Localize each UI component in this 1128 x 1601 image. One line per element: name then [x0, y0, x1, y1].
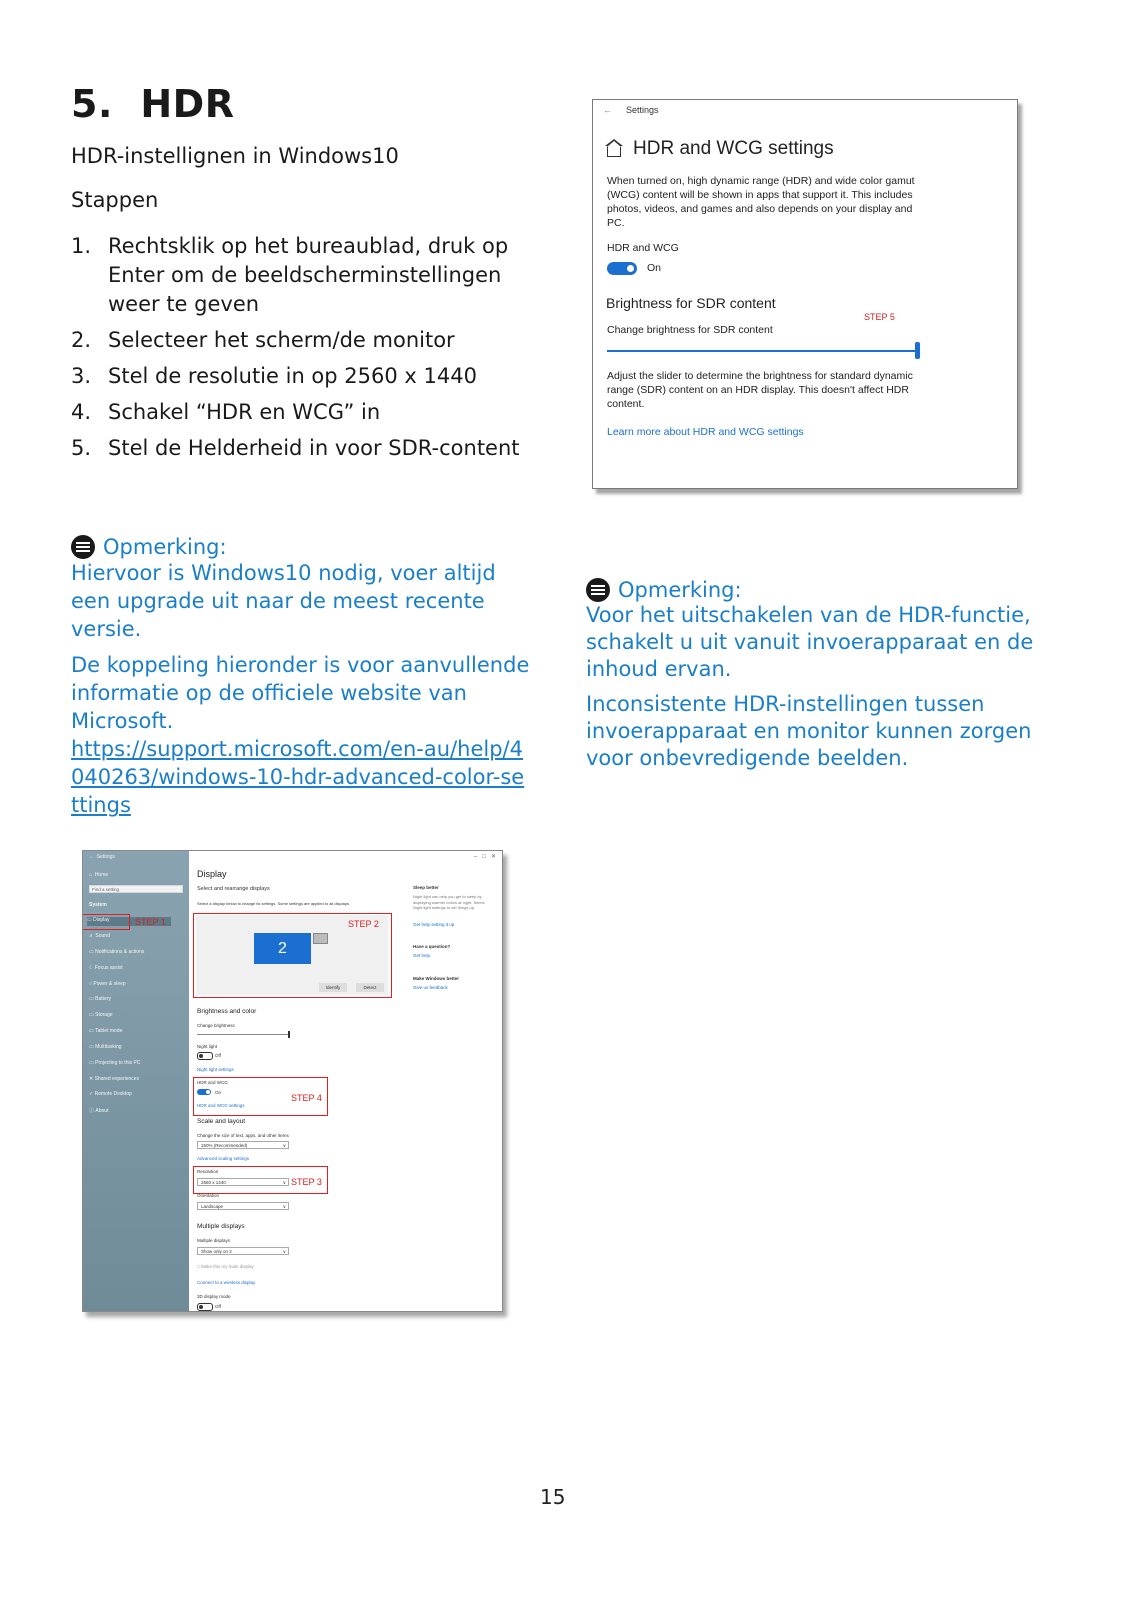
sidebar-item-power[interactable]: ○ Power & sleep — [89, 981, 126, 987]
night-light-label: Night light — [197, 1044, 218, 1049]
monitor-tile-2[interactable]: 2 — [254, 933, 311, 964]
hdr-label: HDR and WCG — [197, 1080, 228, 1085]
sidebar-item-about[interactable]: ⓘ About — [89, 1108, 109, 1114]
arrange-heading: Select and rearrange displays — [197, 886, 270, 892]
display-main-pane — [189, 851, 502, 1311]
section-title — [71, 82, 234, 126]
night-light-settings-link[interactable]: Night light settings — [197, 1067, 234, 1072]
sidebar-group-system: System — [89, 902, 107, 908]
toggle-knob — [627, 265, 634, 272]
step-item — [71, 362, 541, 391]
hdr-toggle-label: HDR and WCG — [607, 242, 679, 254]
sidebar-item-display[interactable]: ▭ Display — [87, 917, 171, 926]
section-number: 5. — [71, 82, 113, 126]
note-paragraph: De koppeling hieronder is voor aanvullende informatie op de officiele website van Microsoft. — [71, 653, 530, 733]
arrange-description: Select a display below to change its settings. Some settings are applied to all displays. — [197, 901, 350, 906]
resolution-dropdown[interactable]: 2560 x 1440 ∨ — [197, 1178, 289, 1186]
3d-mode-label: 3D display mode — [197, 1294, 231, 1299]
sdr-slider-label: Change brightness for SDR content — [607, 324, 773, 336]
step4-label: STEP 4 — [291, 1093, 322, 1103]
step-item — [71, 326, 541, 355]
sidebar-item-tablet[interactable]: ▭ Tablet mode — [89, 1028, 123, 1034]
sleep-better-heading: Sleep better — [413, 885, 439, 890]
steps-list — [71, 232, 541, 470]
sidebar-item-focus[interactable]: ☾ Focus assist — [89, 965, 123, 971]
scale-description: Change the size of text, apps, and other items — [197, 1133, 289, 1138]
orientation-label: Orientation — [197, 1193, 220, 1198]
note-block — [71, 535, 531, 819]
sidebar-item-home[interactable]: ⌂ Home — [89, 872, 109, 878]
window-title: Settings — [626, 105, 659, 115]
subtitle: HDR-instellignen in Windows10 — [71, 144, 399, 168]
step-item — [71, 398, 541, 427]
step-item — [71, 434, 541, 463]
hdr-state: On — [215, 1090, 222, 1095]
question-heading: Have a question? — [413, 944, 451, 949]
identify-button[interactable]: Identify — [319, 983, 347, 992]
step-number: 4. — [71, 400, 92, 424]
multiple-displays-heading: Multiple displays — [197, 1223, 245, 1230]
scale-heading: Scale and layout — [197, 1118, 246, 1125]
multiple-displays-label: Multiple displays — [197, 1238, 231, 1243]
step-text: Stel de resolutie in op 2560 x 1440 — [108, 364, 477, 388]
display-heading: Display — [197, 869, 227, 879]
window-titlebar — [603, 105, 659, 115]
step-text: Schakel “HDR en WCG” in — [108, 400, 381, 424]
note-block — [586, 578, 1036, 780]
step2-label: STEP 2 — [348, 919, 379, 929]
note-paragraph: Inconsistente HDR-instellingen tussen invoerapparaat en monitor kunnen zorgen voor onbevredigende beelden. — [586, 692, 1032, 770]
window-controls[interactable]: – □ ✕ — [474, 854, 496, 860]
sidebar-item-storage[interactable]: ▭ Storage — [89, 1012, 113, 1018]
hdr-toggle[interactable] — [607, 262, 637, 275]
3d-mode-state: Off — [215, 1304, 221, 1309]
sidebar-item-shared[interactable]: ✕ Shared experiences — [89, 1076, 140, 1082]
sdr-brightness-heading: Brightness for SDR content — [606, 295, 776, 311]
step-item — [71, 232, 541, 319]
orientation-dropdown[interactable]: Landscape ∨ — [197, 1202, 289, 1210]
sidebar-item-remote[interactable]: ✓ Remote Desktop — [89, 1091, 132, 1097]
step-number: 2. — [71, 328, 92, 352]
step1-highlight — [82, 914, 130, 930]
feedback-link[interactable]: Give us feedback — [413, 985, 448, 990]
sidebar-title: ← Settings — [89, 854, 115, 860]
main-display-checkbox[interactable]: □ Make this my main display — [197, 1264, 254, 1269]
step-number: 3. — [71, 364, 92, 388]
sidebar-item-multitasking[interactable]: ▭ Multitasking — [89, 1044, 122, 1050]
steps-heading: Stappen — [71, 188, 159, 212]
step-number: 1. — [71, 234, 92, 258]
microsoft-support-link[interactable]: https://support.microsoft.com/en-au/help/4040263/windows-10-hdr-advanced-color-settings — [71, 737, 525, 817]
section-heading: HDR — [140, 82, 235, 126]
note-paragraph: Hiervoor is Windows10 nodig, voer altijd een upgrade uit naar de meest recente versie. — [71, 561, 496, 641]
find-setting-input[interactable]: Find a setting — [89, 885, 183, 893]
detect-button[interactable]: Detect — [356, 983, 384, 992]
multiple-displays-dropdown[interactable]: Show only on 2 ∨ — [197, 1247, 289, 1255]
night-light-state: Off — [215, 1053, 221, 1058]
hdr-heading-text: HDR and WCG settings — [633, 138, 834, 159]
sidebar-item-notifications[interactable]: ▭ Notifications & actions — [89, 949, 145, 955]
sidebar-item-projecting[interactable]: ▭ Projecting to this PC — [89, 1060, 141, 1066]
brightness-heading: Brightness and color — [197, 1008, 257, 1015]
scale-dropdown[interactable]: 150% (Recommended) ∨ — [197, 1141, 289, 1149]
step-text: Selecteer het scherm/de monitor — [108, 328, 455, 352]
note-icon — [586, 578, 610, 602]
step-number: 5. — [71, 436, 92, 460]
step1-label: STEP 1 — [135, 917, 166, 927]
step3-label: STEP 3 — [291, 1177, 322, 1187]
brightness-slider-thumb[interactable] — [288, 1031, 290, 1038]
step-text: Stel de Helderheid in voor SDR-content — [108, 436, 520, 460]
step5-label: STEP 5 — [864, 312, 895, 322]
resolution-label: Resolution — [197, 1169, 219, 1174]
note-title-text: Opmerking: — [618, 578, 742, 602]
sleep-help-link[interactable]: Get help setting it up — [413, 922, 455, 927]
page-number: 15 — [540, 1485, 566, 1509]
note-icon — [71, 535, 95, 559]
sdr-adjust-text: Adjust the slider to determine the brightness for standard dynamic range (SDR) content on an HDR display. This doesn't affect HDR content. — [607, 370, 913, 410]
3d-mode-toggle[interactable] — [197, 1303, 213, 1311]
sdr-slider-thumb[interactable] — [915, 342, 920, 359]
display-settings-screenshot — [82, 850, 503, 1312]
sidebar-item-sound[interactable]: ♬ Sound — [89, 933, 110, 939]
hdr-heading — [607, 138, 834, 160]
sdr-brightness-slider[interactable] — [607, 350, 918, 352]
sidebar-item-battery[interactable]: ▭ Battery — [89, 996, 111, 1002]
note-title-text: Opmerking: — [103, 535, 227, 559]
home-icon[interactable] — [607, 146, 621, 157]
advanced-scaling-link[interactable]: Advanced scaling settings — [197, 1156, 250, 1161]
hdr-toggle-state: On — [647, 262, 662, 274]
brightness-slider[interactable] — [197, 1034, 289, 1035]
night-light-toggle[interactable] — [197, 1052, 213, 1060]
note-heading — [71, 535, 531, 559]
hdr-description: When turned on, high dynamic range (HDR) and wide color gamut (WCG) content will be shown in apps that support it. This includes photos, videos, and games and also depends on your display and PC. — [607, 175, 915, 229]
change-brightness-label: Change brightness — [197, 1023, 235, 1028]
back-arrow-icon[interactable]: ← — [603, 105, 612, 115]
sleep-better-text: Night light can help you get to sleep by displaying warmer colors at night. Select Night light settings to set things up. — [413, 894, 485, 910]
step-text: Rechtsklik op het bureaublad, druk op Enter om de beeldscherminstellingen weer te geven — [108, 234, 509, 316]
get-help-link[interactable]: Get help — [413, 953, 431, 958]
note-paragraph: Voor het uitschakelen van de HDR-functie, schakelt u uit vanuit invoerapparaat en de inhoud ervan. — [586, 603, 1034, 681]
hdr-settings-screenshot — [592, 99, 1018, 489]
hdr-settings-link[interactable]: HDR and WCG settings — [197, 1103, 245, 1108]
wireless-display-link[interactable]: Connect to a wireless display — [197, 1280, 256, 1285]
learn-more-link[interactable]: Learn more about HDR and WCG settings — [607, 426, 804, 438]
note-heading — [586, 578, 1036, 602]
windows-better-heading: Make Windows better — [413, 976, 459, 981]
